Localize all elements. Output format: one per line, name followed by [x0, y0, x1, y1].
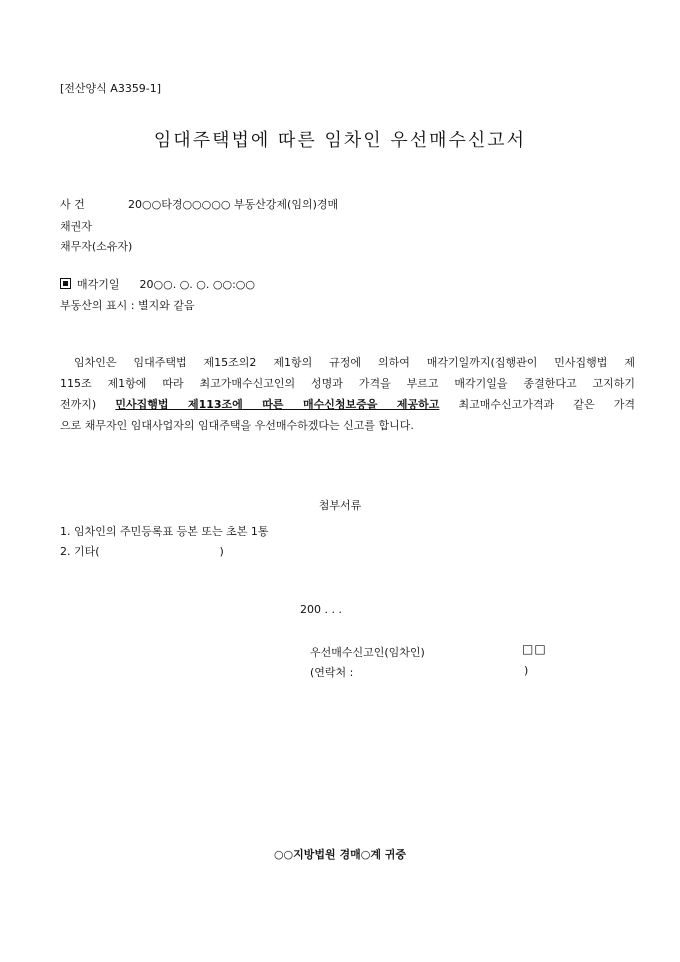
paragraph-line: 115조 제1항에 따라 최고가매수신고인의 성명과 가격을 부르고 매각기일을 종결한다고 고지하기 [60, 377, 635, 390]
paragraph-line: 임차인은 임대주택법 제15조의2 제1항의 규정에 의하여 매각기일까지(집행관이 민사집행법 제 [74, 356, 635, 369]
attachment-other-label: 2. 기타( [60, 545, 100, 558]
debtor-label: 채무자(소유자) [60, 240, 133, 253]
emphasized-text: 민사집행법 제113조에 따른 매수신청보증을 제공하고 [115, 398, 440, 411]
declaration-paragraph [60, 352, 635, 436]
applicant-label: 우선매수신고인(임차인) [310, 646, 425, 659]
creditor-label: 채권자 [60, 220, 92, 233]
property-label: 부동산의 표시 : 별지와 같음 [60, 299, 195, 312]
attachments-title: 첨부서류 [318, 499, 362, 512]
case-label: 사 건 [60, 198, 85, 211]
paragraph-line: 으로 채무자인 임대사업자의 임대주택을 우선매수하겠다는 신고를 합니다. [60, 419, 414, 432]
attachment-item: 1. 임차인의 주민등록표 등본 또는 초본 1통 [60, 525, 269, 538]
sale-date-label: 매각기일 [77, 278, 120, 291]
paragraph-text: 최고매수신고가격과 같은 가격 [439, 398, 635, 411]
attachment-item [60, 543, 224, 559]
seal-mark: □□ [522, 642, 547, 656]
checkbox-icon [60, 278, 71, 289]
case-number: 20○○타경○○○○○ 부동산강제(임의)경매 [128, 198, 339, 211]
attachment-other-close: ) [219, 545, 224, 558]
document-title: 임대주택법에 따른 임차인 우선매수신고서 [153, 130, 527, 151]
sale-date-value: 20○○. ○. ○. ○○:○○ [139, 278, 255, 291]
date-line: 200 . . . [300, 603, 342, 616]
sale-date-row [60, 276, 255, 292]
form-code: [전산양식 A3359-1] [60, 82, 162, 95]
contact-label: (연락처 : [310, 666, 354, 679]
court-addressee: ○○지방법원 경매○계 귀중 [273, 848, 407, 861]
paragraph-text: 전까지) [60, 398, 116, 411]
paragraph-line [60, 394, 635, 415]
contact-close: ) [524, 664, 529, 677]
